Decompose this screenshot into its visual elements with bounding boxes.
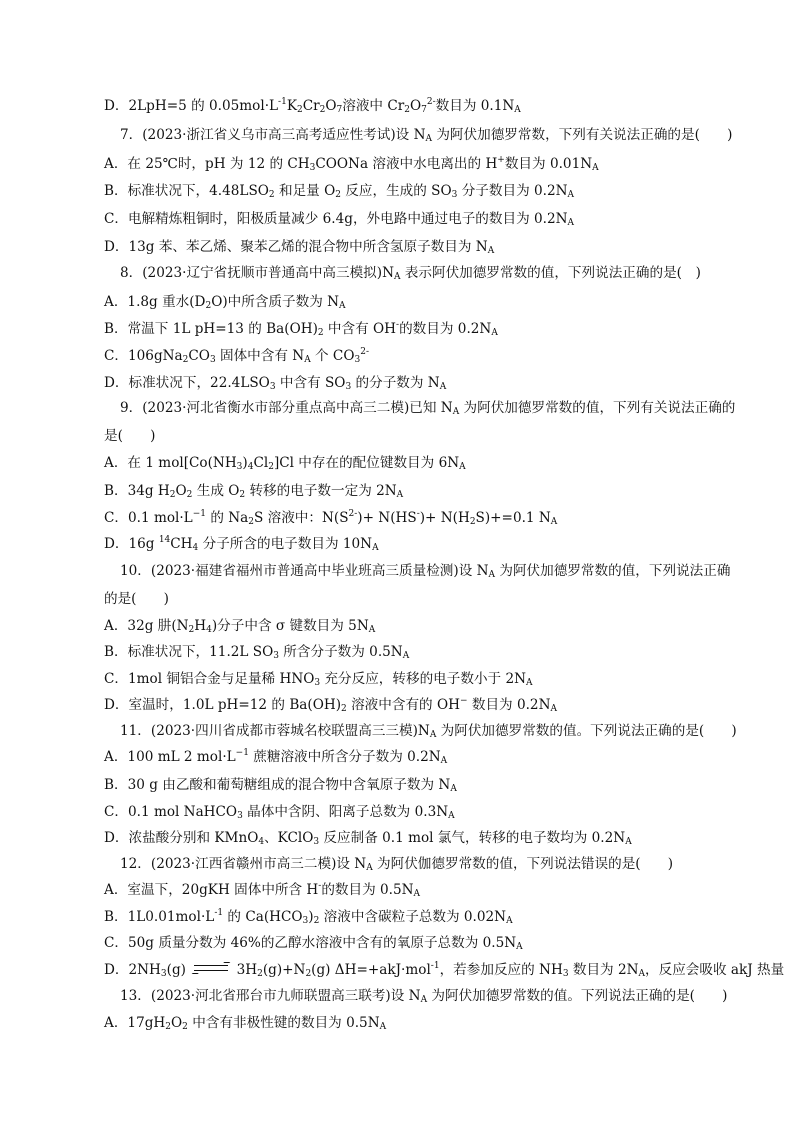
question-continuation xyxy=(104,425,736,447)
option-line xyxy=(104,95,736,117)
question-continuation xyxy=(104,588,736,610)
question-number: 7． xyxy=(120,127,143,143)
line-text: 电解精炼粗铜时，阳极质量减少 6.4g，外电路中通过电子的数目为 $0.2N_A$ xyxy=(128,211,575,228)
option-label: D． xyxy=(104,830,129,846)
line-text: 16g $^{14}CH_4$ 分子所含的电子数目为 $10N_A$ xyxy=(128,535,379,553)
option-line xyxy=(104,372,736,394)
option-line xyxy=(104,668,736,690)
option-line xyxy=(104,208,736,230)
option-line xyxy=(104,291,736,313)
question-number: 13． xyxy=(120,988,151,1004)
line-text: (2023·河北省邢台市九师联盟高三联考)设 $N_A$ 为阿伏加德罗常数的值。下列说法正确的是( ) xyxy=(150,988,728,1005)
option-line xyxy=(104,318,736,340)
option-line xyxy=(104,507,736,529)
line-text: 是( ) xyxy=(104,428,156,444)
line-text: 1mol 铜铝合金与足量稀 $HNO_3$ 充分反应，转移的电子数小于 $2N_A$ xyxy=(128,671,533,688)
line-text: 标准状况下，$22.4LSO_3$ 中含有 $SO_3$ 的分子数为 $N_A$ xyxy=(128,375,447,392)
line-text: 室温下，20gKH 固体中所含 H-的数目为 $0.5N_A$ xyxy=(127,881,421,899)
option-line xyxy=(104,480,736,502)
option-line xyxy=(104,1012,736,1034)
option-line xyxy=(104,932,736,954)
line-text: 50g 质量分数为 46%的乙醇水溶液中含有的氧原子总数为 $0.5N_A$ xyxy=(128,935,523,952)
option-label: B． xyxy=(104,321,128,337)
line-text: 0.1 $mol\cdot L^{-1}$ 的 $Na_2S$ 溶液中：$N(S^{2-})+ N(HS^-)+ N(H_2S)+=0.1$ $N_A$ xyxy=(128,509,558,527)
line-text: 1.8g 重水$(D_2O)$中所含质子数为 $N_A$ xyxy=(127,294,346,311)
question-line xyxy=(120,853,736,875)
question-number: 12． xyxy=(120,856,151,872)
option-label: A． xyxy=(104,749,128,765)
question-line xyxy=(120,985,736,1007)
option-label: C． xyxy=(104,935,128,951)
line-text: (2023·福建省福州市普通高中毕业班高三质量检测)设 $N_A$ 为阿伏加德罗常数的值，下列说法正确 xyxy=(150,563,731,580)
line-text: $17gH_2O_2$ 中含有非极性键的数目为 $0.5N_A$ xyxy=(127,1015,387,1032)
line-text: 浓盐酸分别和 KMnO$_4$、KClO$_3$ 反应制备 0.1 mol 氯气，转移的电子数均为 $0.2N_A$ xyxy=(128,830,632,847)
option-line xyxy=(104,774,736,796)
question-line xyxy=(120,262,736,284)
line-text: 34g $H_2O_2$ 生成 $O_2$ 转移的电子数一定为 $2N_A$ xyxy=(127,483,404,500)
question-line xyxy=(120,124,736,146)
question-line xyxy=(120,397,736,419)
option-label: D． xyxy=(104,239,129,255)
line-text: (2023·江西省赣州市高三二模)设 $N_A$ 为阿伏伽德罗常数的值，下列说法错误的是( ) xyxy=(150,856,674,873)
option-label: C． xyxy=(104,211,128,227)
option-label: B． xyxy=(104,183,128,199)
line-text: 室温时，1.0L pH=12 的 $Ba(OH)_2$ 溶液中含有的 OH− 数目为 $0.2N_A$ xyxy=(128,696,557,714)
line-text: $1L0.01mol\cdot L^{-1}$ 的 $Ca(HCO_3)_2$ 溶液中含碳粒子总数为 $0.02N_A$ xyxy=(127,908,513,926)
option-label: A． xyxy=(104,455,128,471)
question-number: 8． xyxy=(120,265,143,281)
option-label: B． xyxy=(104,909,128,925)
line-text: (2023·浙江省义乌市高三高考适应性考试)设 $N_A$ 为阿伏加德罗常数，下列有关说法正确的是( ) xyxy=(142,127,733,144)
option-line xyxy=(104,879,736,901)
option-label: B． xyxy=(104,483,128,499)
line-text: 标准状况下，11.2L $SO_3$ 所含分子数为 $0.5N_A$ xyxy=(127,644,410,661)
option-label: A． xyxy=(104,1015,128,1031)
option-label: B． xyxy=(104,644,128,660)
option-label: C． xyxy=(104,671,128,687)
option-line xyxy=(104,533,736,555)
option-line xyxy=(104,180,736,202)
option-line xyxy=(104,827,736,849)
option-label: D． xyxy=(104,697,129,713)
line-text: 13g 苯、苯乙烯、聚苯乙烯的混合物中所含氢原子数目为 $N_A$ xyxy=(128,239,495,256)
option-label: A． xyxy=(104,618,128,634)
line-text: $2NH_3(g)$ $3H_2(g)+N_2(g)$ ΔH=+akJ·mol$^{-1}$，若参加反应的 $NH_3$ 数目为 $2N_A$，反应会吸收 akJ 热量 xyxy=(128,961,785,979)
option-line xyxy=(104,615,736,637)
option-line xyxy=(104,153,736,175)
line-text: 在 25℃时，pH 为 12 的 $CH_3COONa$ 溶液中水电离出的 H+数目为 $0.01N_A$ xyxy=(127,155,599,173)
line-text: 2LpH=5 的 $0.05mol\cdot L^{-1}K_2Cr_2O_7$溶液中 $Cr_2O_7^{2-}$数目为 $0.1N_A$ xyxy=(128,97,521,115)
option-line xyxy=(104,694,736,716)
question-line xyxy=(120,560,736,582)
line-text: 的是( ) xyxy=(104,591,169,607)
option-label: C． xyxy=(104,510,128,526)
option-label: C． xyxy=(104,804,128,820)
option-line xyxy=(104,641,736,663)
option-label: D． xyxy=(104,962,129,978)
line-text: 32g 肼$(N_2H_4)$分子中含 σ 键数目为 $5N_A$ xyxy=(127,618,376,635)
question-number: 10． xyxy=(120,563,151,579)
question-line xyxy=(120,720,736,742)
question-number: 11． xyxy=(120,723,151,739)
line-text: 100 mL 2 $mol\cdot L^{-1}$ 蔗糖溶液中所含分子数为 $0.2N_A$ xyxy=(127,748,448,766)
option-line xyxy=(104,906,736,928)
line-text: 0.1 mol NaHCO$_3$ 晶体中含阴、阳离子总数为 $0.3N_A$ xyxy=(128,804,455,821)
line-text: $106gNa_2CO_3$ 固体中含有 $N_A$ 个 $CO_3^{2-}$ xyxy=(128,347,369,365)
option-label: C． xyxy=(104,348,128,364)
line-text: (2023·辽宁省抚顺市普通高中高三模拟)$N_A$ 表示阿伏加德罗常数的值，下列说法正确的是( ) xyxy=(142,265,701,282)
option-line xyxy=(104,801,736,823)
line-text: 30 g 由乙酸和葡萄糖组成的混合物中含氧原子数为 $N_A$ xyxy=(127,777,457,794)
option-line xyxy=(104,959,785,981)
line-text: (2023·河北省衡水市部分重点高中高三二模)已知 $N_A$ 为阿伏加德罗常数的值，下列有关说法正确的 xyxy=(142,400,736,417)
option-label: D． xyxy=(104,375,129,391)
option-label: D． xyxy=(104,98,129,114)
option-label: D． xyxy=(104,536,129,552)
option-line xyxy=(104,236,736,258)
option-line xyxy=(104,345,736,367)
option-label: A． xyxy=(104,882,128,898)
line-text: (2023·四川省成都市蓉城名校联盟高三三模)$N_A$ 为阿伏加德罗常数的值。下列说法正确的是( ) xyxy=(150,723,737,740)
option-line xyxy=(104,452,736,474)
line-text: 常温下 1L pH=13 的 $Ba(OH)_2$ 中含有 OH-的数目为 $0.2N_A$ xyxy=(127,320,498,338)
line-text: 在 1 $mol[Co(NH_3)_4Cl_2]Cl$ 中存在的配位键数目为 $6N_A$ xyxy=(127,455,466,472)
line-text: 标准状况下，$4.48LSO_2$ 和足量 $O_2$ 反应，生成的 $SO_3$ 分子数目为 $0.2N_A$ xyxy=(127,183,574,200)
option-label: A． xyxy=(104,156,128,172)
option-label: B． xyxy=(104,777,128,793)
option-label: A． xyxy=(104,294,128,310)
option-line xyxy=(104,746,736,768)
question-number: 9． xyxy=(120,400,143,416)
